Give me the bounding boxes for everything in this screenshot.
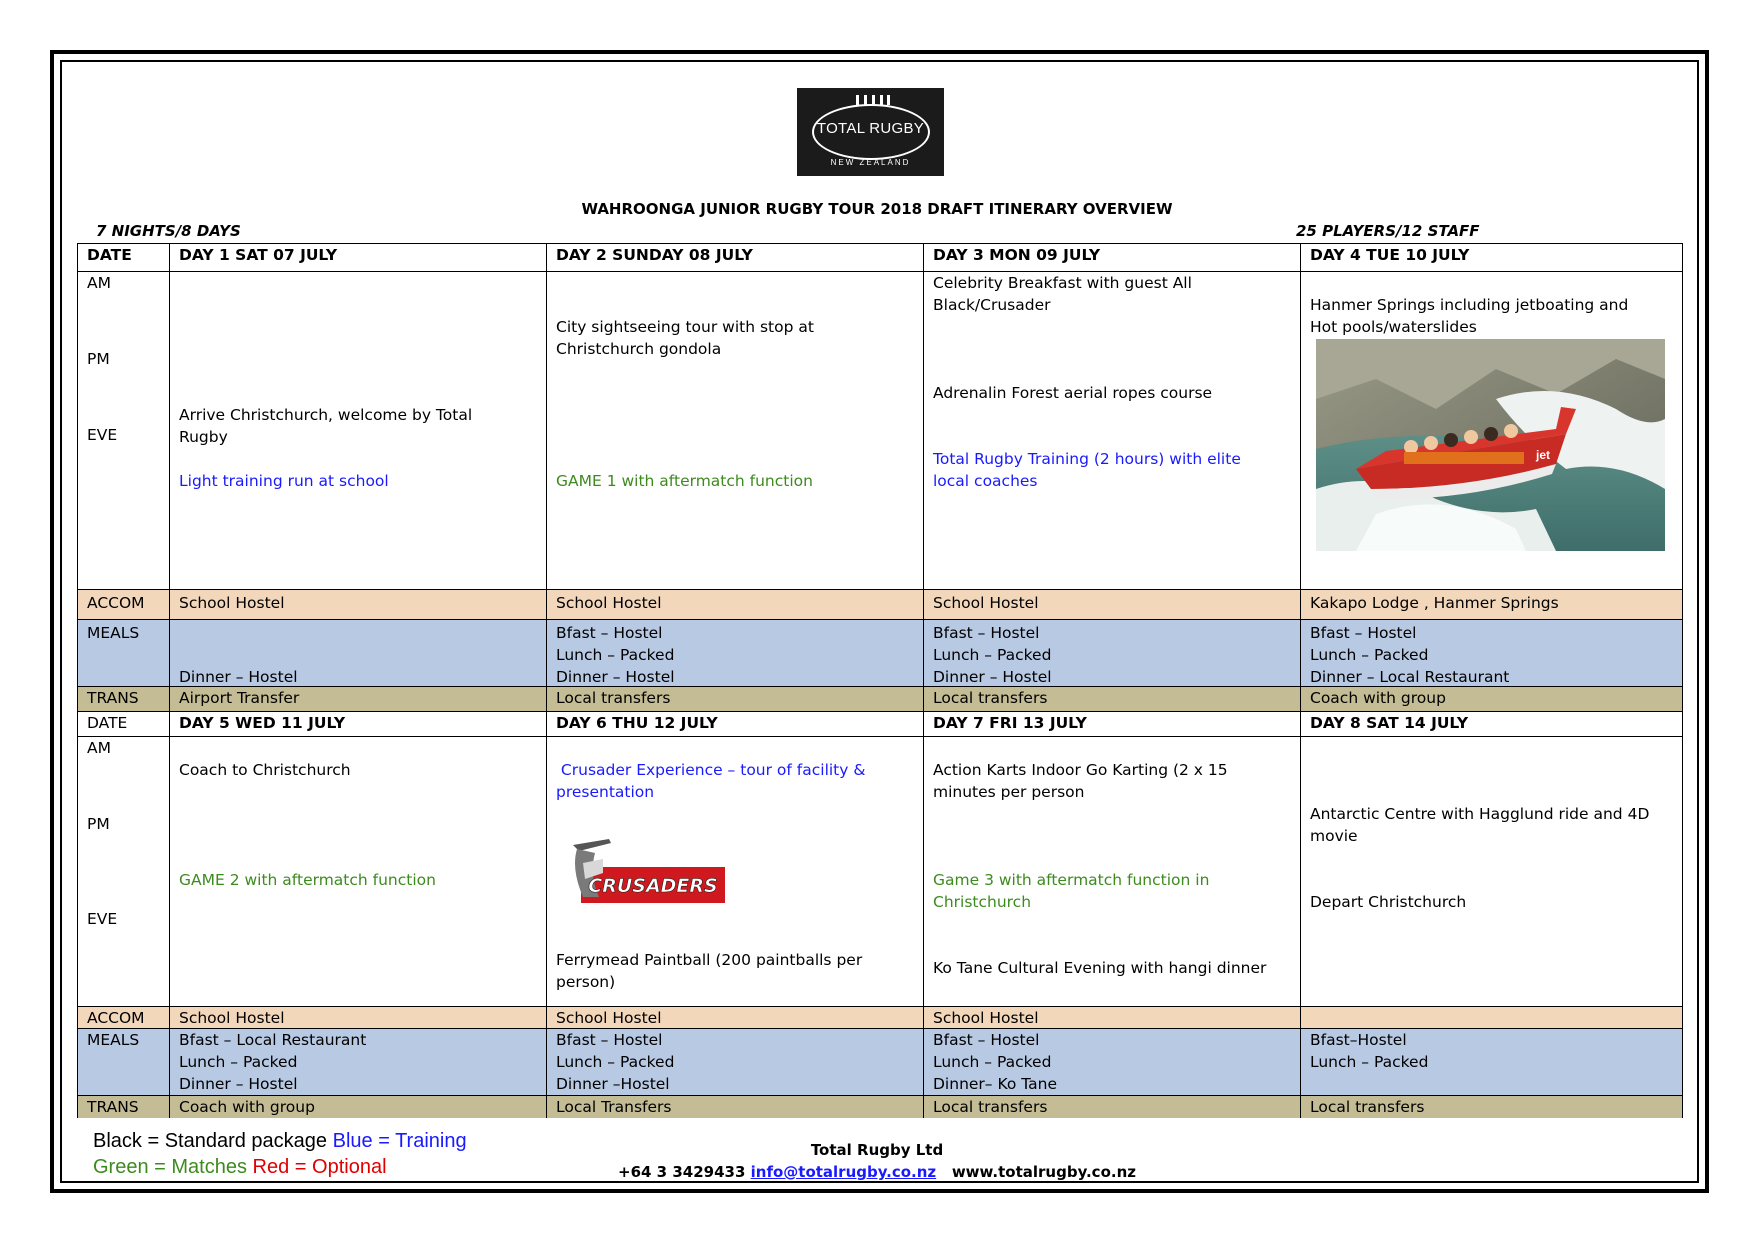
activity: person) xyxy=(556,973,616,991)
meals-cell xyxy=(547,1029,924,1096)
meal-line: Dinner – Hostel xyxy=(556,668,675,686)
players-staff: 25 PLAYERS/12 STAFF xyxy=(1296,222,1480,240)
svg-text:jet: jet xyxy=(1536,448,1551,462)
meal-line xyxy=(179,644,537,666)
activity: Hanmer Springs including jetboating and xyxy=(1310,296,1629,314)
meals-cell xyxy=(1301,620,1682,687)
activity: City sightseeing tour with stop at xyxy=(556,318,814,336)
meal-line: Dinner – Hostel xyxy=(179,668,298,686)
label-pm: PM xyxy=(87,815,110,833)
label-meals: MEALS xyxy=(78,620,170,687)
meal-line: Bfast–Hostel xyxy=(1310,1031,1407,1049)
footer-phone: +64 3 3429433 xyxy=(618,1163,746,1181)
label-am: AM xyxy=(87,274,111,292)
day2-activities xyxy=(547,272,924,590)
meal-line: Lunch – Packed xyxy=(556,1053,675,1071)
legend-black: Black = Standard package xyxy=(93,1130,328,1152)
day5-activities xyxy=(170,737,547,1007)
accom-cell: School Hostel xyxy=(924,1007,1301,1029)
activity-training: presentation xyxy=(556,783,655,801)
crusaders-logo-text: CRUSADERS xyxy=(588,875,718,897)
meal-line: Lunch – Packed xyxy=(179,1053,298,1071)
label-date: DATE xyxy=(78,712,170,737)
day-header: DAY 2 SUNDAY 08 JULY xyxy=(547,244,924,272)
activity: Arrive Christchurch, welcome by Total xyxy=(179,406,473,424)
accom-cell: School Hostel xyxy=(547,1007,924,1029)
meal-line: Lunch – Packed xyxy=(556,646,675,664)
day-header: DAY 4 TUE 10 JULY xyxy=(1301,244,1682,272)
meal-line: Dinner – Hostel xyxy=(179,1075,298,1093)
activity: Adrenalin Forest aerial ropes course xyxy=(933,384,1213,402)
meals-cell xyxy=(547,620,924,687)
rugby-ball-icon xyxy=(812,104,930,167)
label-trans: TRANS xyxy=(78,1096,170,1118)
meal-line: Lunch – Packed xyxy=(933,646,1052,664)
crusaders-logo xyxy=(569,839,725,905)
meal-line: Lunch – Packed xyxy=(1310,1053,1429,1071)
meals-cell xyxy=(170,620,547,687)
meal-line: Bfast – Hostel xyxy=(556,624,663,642)
trans-cell: Local transfers xyxy=(547,687,924,712)
trans-cell: Coach with group xyxy=(170,1096,547,1118)
activity-training: Total Rugby Training (2 hours) with elite xyxy=(933,450,1241,468)
day-header: DAY 6 THU 12 JULY xyxy=(547,712,924,737)
activity: Black/Crusader xyxy=(933,296,1051,314)
day-header: DAY 1 SAT 07 JULY xyxy=(170,244,547,272)
legend-blue: Blue = Training xyxy=(332,1130,467,1152)
meal-line: Lunch – Packed xyxy=(1310,646,1429,664)
document-title: WAHROONGA JUNIOR RUGBY TOUR 2018 DRAFT ITINERARY OVERVIEW xyxy=(581,200,1173,218)
activity-training: Crusader Experience – tour of facility & xyxy=(556,761,866,779)
label-date: DATE xyxy=(78,244,170,272)
meals-cell xyxy=(924,1029,1301,1096)
meals-cell xyxy=(170,1029,547,1096)
label-trans: TRANS xyxy=(78,687,170,712)
activity-match: GAME 2 with aftermatch function xyxy=(179,871,436,889)
label-am: AM xyxy=(87,739,111,757)
activity: Celebrity Breakfast with guest All xyxy=(933,274,1192,292)
day-header: DAY 5 WED 11 JULY xyxy=(170,712,547,737)
footer-website[interactable]: www.totalrugby.co.nz xyxy=(951,1163,1136,1181)
legend-red: Red = Optional xyxy=(252,1156,387,1178)
meal-line: Dinner – Hostel xyxy=(933,668,1052,686)
activity: Rugby xyxy=(179,428,228,446)
activity: Coach to Christchurch xyxy=(179,761,351,779)
trans-cell: Airport Transfer xyxy=(170,687,547,712)
day-header: DAY 8 SAT 14 JULY xyxy=(1301,712,1682,737)
label-eve: EVE xyxy=(87,426,118,444)
meal-line: Dinner –Hostel xyxy=(556,1075,670,1093)
footer-company: Total Rugby Ltd xyxy=(810,1141,944,1159)
activity-match: GAME 1 with aftermatch function xyxy=(556,472,813,490)
meal-line: Bfast – Hostel xyxy=(933,624,1040,642)
label-pm: PM xyxy=(87,350,110,368)
trans-cell: Local Transfers xyxy=(547,1096,924,1118)
accom-cell: School Hostel xyxy=(547,590,924,620)
footer-email-link[interactable]: info@totalrugby.co.nz xyxy=(750,1163,937,1181)
activity: Depart Christchurch xyxy=(1310,893,1467,911)
accom-cell: School Hostel xyxy=(924,590,1301,620)
meal-line: Lunch – Packed xyxy=(933,1053,1052,1071)
legend-green: Green = Matches xyxy=(93,1156,247,1178)
time-labels xyxy=(78,737,170,1007)
label-accom: ACCOM xyxy=(78,590,170,620)
accom-cell xyxy=(1301,1007,1682,1029)
trans-cell: Local transfers xyxy=(1301,1096,1682,1118)
day1-activities xyxy=(170,272,547,590)
trans-cell: Local transfers xyxy=(924,687,1301,712)
accom-cell: Kakapo Lodge , Hanmer Springs xyxy=(1301,590,1682,620)
activity: Action Karts Indoor Go Karting (2 x 15 xyxy=(933,761,1228,779)
meal-line xyxy=(179,622,537,644)
footer-contact xyxy=(0,1163,1754,1181)
meal-line: Bfast – Local Restaurant xyxy=(179,1031,367,1049)
trans-cell: Coach with group xyxy=(1301,687,1682,712)
label-meals: MEALS xyxy=(78,1029,170,1096)
logo-brand: TOTAL RUGBY xyxy=(816,120,925,137)
label-eve: EVE xyxy=(87,910,118,928)
activity: Christchurch gondola xyxy=(556,340,722,358)
activity-training: Light training run at school xyxy=(179,472,389,490)
meal-line: Dinner– Ko Tane xyxy=(933,1075,1058,1093)
activity: Antarctic Centre with Hagglund ride and 4D xyxy=(1310,805,1650,823)
total-rugby-logo xyxy=(797,88,944,176)
day-header: DAY 3 MON 09 JULY xyxy=(924,244,1301,272)
activity-match: Game 3 with aftermatch function in xyxy=(933,871,1210,889)
day7-activities xyxy=(924,737,1301,1007)
jetboat-photo xyxy=(1316,339,1665,551)
accom-cell: School Hostel xyxy=(170,590,547,620)
activity: Ko Tane Cultural Evening with hangi dinner xyxy=(933,959,1267,977)
time-labels xyxy=(78,272,170,590)
trans-cell: Local transfers xyxy=(924,1096,1301,1118)
meal-line: Bfast – Hostel xyxy=(556,1031,663,1049)
activity: minutes per person xyxy=(933,783,1085,801)
day8-activities xyxy=(1301,737,1682,1007)
meal-line: Dinner – Local Restaurant xyxy=(1310,668,1510,686)
ball-lacing-icon xyxy=(856,95,890,105)
activity: movie xyxy=(1310,827,1358,845)
day-header: DAY 7 FRI 13 JULY xyxy=(924,712,1301,737)
label-accom: ACCOM xyxy=(78,1007,170,1029)
accom-cell: School Hostel xyxy=(170,1007,547,1029)
day3-activities xyxy=(924,272,1301,590)
activity: Hot pools/waterslides xyxy=(1310,318,1477,336)
activity-training: local coaches xyxy=(933,472,1038,490)
meal-line: Bfast – Hostel xyxy=(1310,624,1417,642)
activity: Ferrymead Paintball (200 paintballs per xyxy=(556,951,863,969)
logo-sub: NEW ZEALAND xyxy=(830,158,911,167)
meal-line: Bfast – Hostel xyxy=(933,1031,1040,1049)
meals-cell xyxy=(924,620,1301,687)
meals-cell xyxy=(1301,1029,1682,1096)
activity-match: Christchurch xyxy=(933,893,1032,911)
nights-days: 7 NIGHTS/8 DAYS xyxy=(96,222,241,240)
